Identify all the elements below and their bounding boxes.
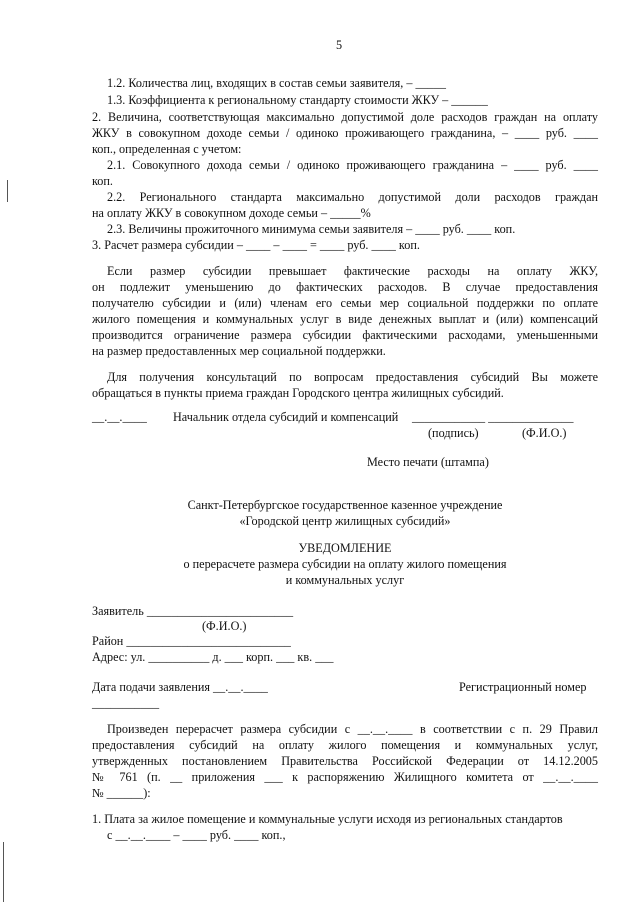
signature-sign-label: (подпись)	[428, 426, 479, 440]
line-1-3: 1.3. Коэффициента к региональному стандарту стоимости ЖКУ – ______	[107, 93, 488, 107]
para1-line-4: жилого помещения и коммунальных услуг в виде денежных выплат и (или) компенсаций	[92, 312, 598, 326]
para1-line-6: на размер предоставленных мер социальной поддержки.	[92, 344, 386, 358]
para1-line-3: получателю субсидии и (или) членам его семьи мер социальной поддержки по оплате	[92, 296, 598, 310]
line-2-cont2: коп., определенная с учетом:	[92, 142, 242, 156]
applicant-name-line: Заявитель ________________________	[92, 604, 294, 618]
line-2-1: 2.1. Совокупного дохода семьи / одиноко проживающего гражданина – ____ руб. ____	[107, 158, 598, 172]
item1-line-2: с __.__.____ – ____ руб. ____ коп.,	[107, 828, 286, 842]
signature-name-label: (Ф.И.О.)	[522, 426, 567, 440]
line-3: 3. Расчет размера субсидии – ____ – ____ = ____ руб. ____ коп.	[92, 238, 420, 252]
line-2-3: 2.3. Величины прожиточного минимума семьи заявителя – ____ руб. ____ коп.	[107, 222, 516, 236]
line-1-2: 1.2. Количества лиц, входящих в состав семьи заявителя, – _____	[107, 76, 446, 90]
application-date-line: Дата подачи заявления __.__.____	[92, 680, 268, 694]
notice-subtitle-1: о перерасчете размера субсидии на оплату жилого помещения	[183, 557, 507, 571]
para1-line-2: он подлежит уменьшению до фактических расходов. В случае предоставления	[92, 280, 598, 294]
institution-line-2: «Городской центр жилищных субсидий»	[239, 514, 451, 528]
signature-position: Начальник отдела субсидий и компенсаций	[173, 410, 399, 424]
applicant-address-line: Адрес: ул. __________ д. ___ корп. ___ кв. ___	[92, 650, 334, 664]
para3-line-5: № ______):	[92, 786, 151, 800]
para1-line-5: производится ограничение размера субсидии фактическими расходами, уменьшенными	[92, 328, 598, 342]
para1-line-1: Если размер субсидии превышает фактические расходы на оплату ЖКУ,	[107, 264, 598, 278]
para2-line-1: Для получения консультаций по вопросам предоставления субсидий Вы можете	[107, 370, 598, 384]
line-2-2: 2.2. Регионального стандарта максимально допустимой доли расходов граждан	[107, 190, 598, 204]
applicant-name-label: (Ф.И.О.)	[202, 619, 247, 633]
signature-lines: ____________ ______________	[412, 410, 574, 424]
line-2-cont: ЖКУ в совокупном доходе семьи / одиноко проживающего гражданина, – ____ руб. ____	[92, 126, 598, 140]
stamp-place: Место печати (штампа)	[367, 455, 489, 469]
para3-line-1: Произведен перерасчет размера субсидии с __.__.____ в соответствии с п. 29 Правил	[107, 722, 598, 736]
line-2-2-cont: на оплату ЖКУ в совокупном доходе семьи – _____%	[92, 206, 371, 220]
signature-date: __.__.____	[92, 410, 147, 424]
page-number: 5	[336, 38, 343, 52]
registration-number-label: Регистрационный номер	[459, 680, 587, 694]
notice-title: УВЕДОМЛЕНИЕ	[298, 541, 392, 555]
institution-line-1: Санкт-Петербургское государственное казенное учреждение	[187, 498, 503, 512]
para3-line-3: утвержденных постановлением Правительства Российской Федерации от 14.12.2005	[92, 754, 598, 768]
binder-mark-top	[7, 180, 8, 202]
applicant-district-line: Район ___________________________	[92, 634, 291, 648]
registration-number-line: ___________	[92, 696, 160, 710]
para2-line-2: обращаться в пункты приема граждан Городского центра жилищных субсидий.	[92, 386, 504, 400]
para3-line-2: предоставления субсидий на оплату жилого помещения и коммунальных услуг,	[92, 738, 598, 752]
para3-line-4: № 761 (п. __ приложения ___ к распоряжению Жилищного комитета от __.__.____	[92, 770, 598, 784]
item1-line-1: 1. Плата за жилое помещение и коммунальные услуги исходя из региональных стандартов	[92, 812, 563, 826]
notice-subtitle-2: и коммунальных услуг	[285, 573, 405, 587]
line-2: 2. Величина, соответствующая максимально допустимой доле расходов граждан на оплату	[92, 110, 598, 124]
binder-mark-bottom	[3, 842, 4, 902]
line-2-1-cont: коп.	[92, 174, 113, 188]
